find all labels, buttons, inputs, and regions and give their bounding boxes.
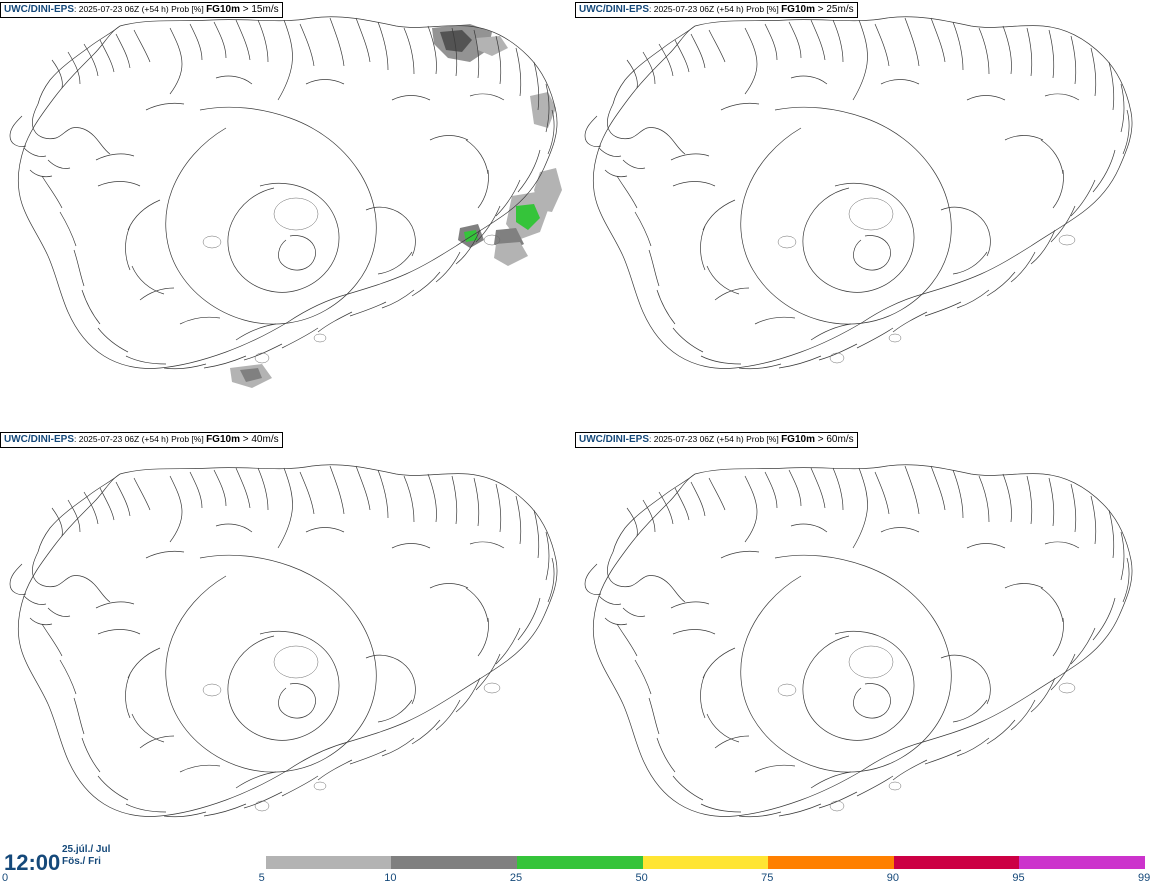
colorbar-tick-0: 0 bbox=[2, 872, 9, 884]
panel-title-2 bbox=[0, 432, 283, 448]
panel-fg10m-gt-60ms[interactable] bbox=[575, 430, 1150, 860]
panel-model-label: UWC/DINI-EPS bbox=[4, 4, 74, 15]
colorbar-tick-25: 25 bbox=[509, 872, 523, 884]
map-iceland-1 bbox=[575, 0, 1150, 430]
colorbar-tick-75: 75 bbox=[761, 872, 774, 884]
colorbar-segment-75-90 bbox=[768, 856, 894, 869]
colorbar-tick-90: 90 bbox=[886, 872, 899, 884]
prob-overlay-0 bbox=[230, 24, 562, 388]
colorbar-segment-90-95 bbox=[894, 856, 1020, 869]
colorbar-segment-5-10 bbox=[266, 856, 392, 869]
panel-threshold-label: > 60m/s bbox=[814, 434, 854, 445]
panel-run-label: : 2025-07-23 06Z (+54 h) Prob [%] bbox=[649, 4, 782, 14]
probability-colorbar bbox=[140, 856, 1145, 869]
coastline-3 bbox=[585, 465, 1132, 817]
panel-threshold-label: > 25m/s bbox=[814, 4, 854, 15]
valid-time-label: 12:00 bbox=[4, 850, 61, 875]
colorbar-segment-25-50 bbox=[517, 856, 643, 869]
map-iceland-3 bbox=[575, 430, 1150, 860]
panel-title-0 bbox=[0, 2, 283, 18]
coastline-2 bbox=[10, 465, 557, 817]
colorbar-tick-99: 99 bbox=[1138, 872, 1150, 884]
footer-bar bbox=[0, 844, 1150, 891]
colorbar-segment-95-99 bbox=[1019, 856, 1145, 869]
panel-title-3 bbox=[575, 432, 858, 448]
coastline-0 bbox=[10, 17, 557, 369]
panel-model-label: UWC/DINI-EPS bbox=[579, 434, 649, 445]
panel-fg10m-gt-40ms[interactable] bbox=[0, 430, 575, 860]
colorbar-segment-50-75 bbox=[643, 856, 769, 869]
panel-run-label: : 2025-07-23 06Z (+54 h) Prob [%] bbox=[74, 4, 207, 14]
coastline-1 bbox=[585, 17, 1132, 369]
panel-param-label: FG10m bbox=[206, 4, 240, 15]
panel-run-label: : 2025-07-23 06Z (+54 h) Prob [%] bbox=[74, 434, 207, 444]
panel-run-label: : 2025-07-23 06Z (+54 h) Prob [%] bbox=[649, 434, 782, 444]
panel-threshold-label: > 15m/s bbox=[239, 4, 279, 15]
colorbar-tick-10: 10 bbox=[384, 872, 397, 884]
panel-fg10m-gt-15ms[interactable] bbox=[0, 0, 575, 430]
panel-param-label: FG10m bbox=[781, 4, 815, 15]
panel-threshold-label: > 40m/s bbox=[239, 434, 279, 445]
panel-model-label: UWC/DINI-EPS bbox=[579, 4, 649, 15]
valid-date-line2: Fös./ Fri bbox=[62, 856, 101, 867]
panel-fg10m-gt-25ms[interactable] bbox=[575, 0, 1150, 430]
valid-date-block bbox=[62, 844, 110, 868]
colorbar-tick-95: 95 bbox=[1012, 872, 1025, 884]
colorbar-tick-5: 5 bbox=[258, 872, 265, 884]
colorbar-segment-10-25 bbox=[391, 856, 517, 869]
panel-param-label: FG10m bbox=[781, 434, 815, 445]
colorbar-tick-labels bbox=[0, 872, 1150, 888]
map-iceland-0 bbox=[0, 0, 575, 430]
panel-param-label: FG10m bbox=[206, 434, 240, 445]
map-iceland-2 bbox=[0, 430, 575, 860]
panel-title-1 bbox=[575, 2, 858, 18]
valid-date-line1: 25.júl./ Jul bbox=[62, 844, 111, 855]
colorbar-tick-50: 50 bbox=[635, 872, 648, 884]
panel-model-label: UWC/DINI-EPS bbox=[4, 434, 74, 445]
